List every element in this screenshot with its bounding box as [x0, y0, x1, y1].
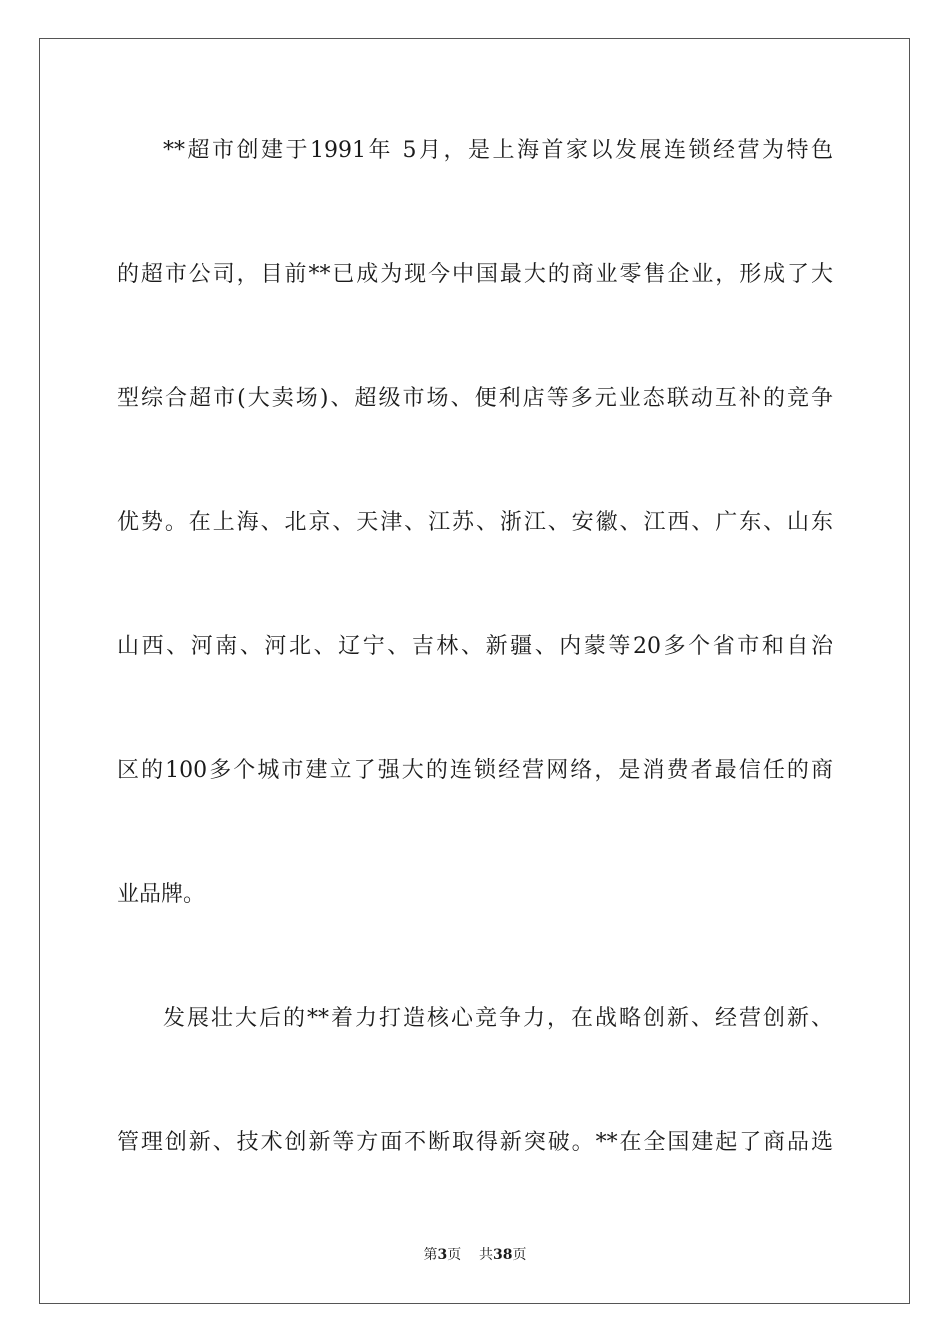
page-footer	[0, 1244, 950, 1264]
text-line: 的超市公司，目前**已成为现今中国最大的商业零售企业，形成了大	[117, 262, 833, 287]
total-prefix: 共	[479, 1247, 494, 1263]
text-line: 发展壮大后的**着力打造核心竞争力，在战略创新、经营创新、	[163, 1006, 833, 1031]
total-suffix: 页	[512, 1247, 527, 1263]
page-prefix: 第	[423, 1247, 438, 1263]
text-line: 山西、河南、河北、辽宁、吉林、新疆、内蒙等20多个省市和自治	[117, 634, 833, 659]
text-line: 区的100多个城市建立了强大的连锁经营网络，是消费者最信任的商	[117, 758, 833, 783]
page-border	[39, 38, 910, 1304]
total-pages: 38	[493, 1247, 513, 1263]
page-number: 3	[437, 1247, 448, 1263]
text-line: 管理创新、技术创新等方面不断取得新突破。**在全国建起了商品选	[117, 1130, 833, 1155]
text-line: **超市创建于1991年 5月，是上海首家以发展连锁经营为特色	[163, 138, 833, 163]
text-line: 型综合超市(大卖场)、超级市场、便利店等多元业态联动互补的竞争	[117, 386, 833, 411]
text-line: 业品牌。	[117, 882, 206, 907]
text-line: 优势。在上海、北京、天津、江苏、浙江、安徽、江西、广东、山东	[117, 510, 833, 535]
page-suffix: 页	[447, 1247, 462, 1263]
